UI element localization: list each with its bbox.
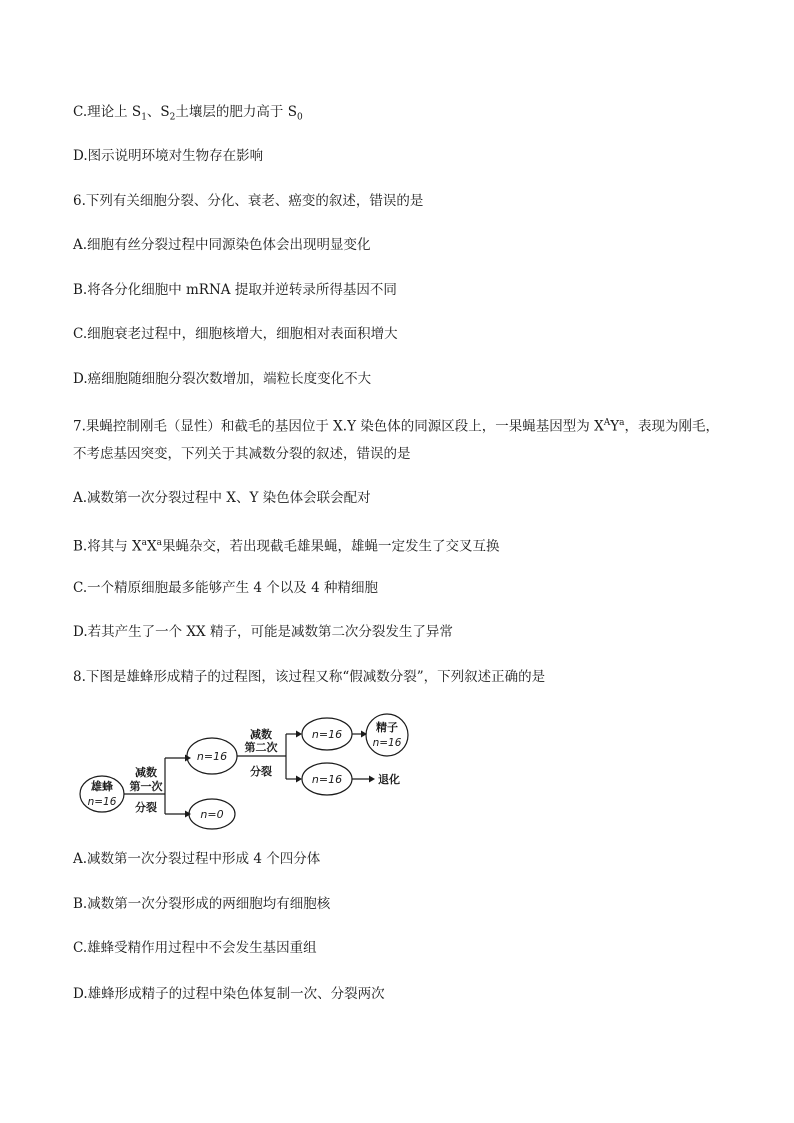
q7-option-d: D.若其产生了一个 XX 精子，可能是减数第二次分裂发生了异常 bbox=[73, 624, 453, 640]
meiosis2-label-1: 减数 bbox=[250, 728, 272, 741]
q7-option-b: B.将其与 $X^aX^a$果蝇杂交，若出现截毛雄果蝇，雄蝇一定发生了交叉互换 bbox=[73, 538, 500, 555]
q8-option-c: C.雄蜂受精作用过程中不会发生基因重组 bbox=[73, 940, 317, 956]
cell-bottom-number: n=0 bbox=[200, 808, 224, 821]
meiosis2-label-2: 第二次 bbox=[244, 741, 278, 754]
meiosis1-label-3: 分裂 bbox=[135, 801, 157, 814]
q7-stem-line2: 不考虑基因突变，下列关于其减数分裂的叙述，错误的是 bbox=[73, 446, 411, 462]
arrow-head bbox=[296, 776, 302, 783]
cell-top-number: n=16 bbox=[196, 750, 228, 763]
arrow-head bbox=[185, 811, 191, 818]
degeneration-label: 退化 bbox=[378, 773, 400, 786]
q6-stem: 6.下列有关细胞分裂、分化、衰老、癌变的叙述，错误的是 bbox=[73, 193, 424, 209]
q8-stem: 8.下图是雄蜂形成精子的过程图，该过程又称“假减数分裂”，下列叙述正确的是 bbox=[73, 669, 546, 685]
spermatogenesis-diagram bbox=[75, 708, 420, 838]
q7-option-c: C.一个精原细胞最多能够产生 4 个以及 4 种精细胞 bbox=[73, 580, 378, 596]
q8-option-b: B.减数第一次分裂形成的两细胞均有细胞核 bbox=[73, 896, 331, 912]
meiosis2-label-3: 分裂 bbox=[250, 765, 272, 778]
sperm-label: 精子 bbox=[376, 721, 398, 734]
q8-option-a: A.减数第一次分裂过程中形成 4 个四分体 bbox=[73, 851, 321, 867]
arrow-head bbox=[296, 731, 302, 738]
q6-option-a: A.细胞有丝分裂过程中同源染色体会出现明显变化 bbox=[73, 237, 371, 253]
q7-stem-line1: 7.果蝇控制刚毛（显性）和截毛的基因位于 X.Y 染色体的同源区段上，一果蝇基因型为 $X^AY^a$，表现为刚毛， bbox=[73, 418, 719, 435]
q6-option-d: D.癌细胞随细胞分裂次数增加，端粒长度变化不大 bbox=[73, 371, 372, 387]
cell-top2-number: n=16 bbox=[311, 728, 343, 741]
meiosis1-label-2: 第一次 bbox=[129, 780, 163, 793]
meiosis1-label-1: 减数 bbox=[135, 766, 157, 779]
sperm-chromosome-number: n=16 bbox=[372, 737, 402, 749]
q6-option-c: C.细胞衰老过程中，细胞核增大，细胞相对表面积增大 bbox=[73, 326, 398, 342]
q5-option-d: D.图示说明环境对生物存在影响 bbox=[73, 148, 264, 164]
q6-option-b: B.将各分化细胞中 mRNA 提取并逆转录所得基因不同 bbox=[73, 282, 397, 298]
drone-chromosome-number: n=16 bbox=[87, 796, 117, 808]
cell-bottom2-number: n=16 bbox=[311, 773, 343, 786]
drone-label: 雄蜂 bbox=[91, 780, 113, 793]
q8-option-d: D.雄蜂形成精子的过程中染色体复制一次、分裂两次 bbox=[73, 986, 385, 1002]
arrow-head bbox=[369, 776, 375, 783]
q5-option-c: C.理论上 $S_1$、$S_2$土壤层的肥力高于 $S_0$ bbox=[73, 104, 303, 123]
q7-option-a: A.减数第一次分裂过程中 X、Y 染色体会联会配对 bbox=[73, 490, 371, 506]
